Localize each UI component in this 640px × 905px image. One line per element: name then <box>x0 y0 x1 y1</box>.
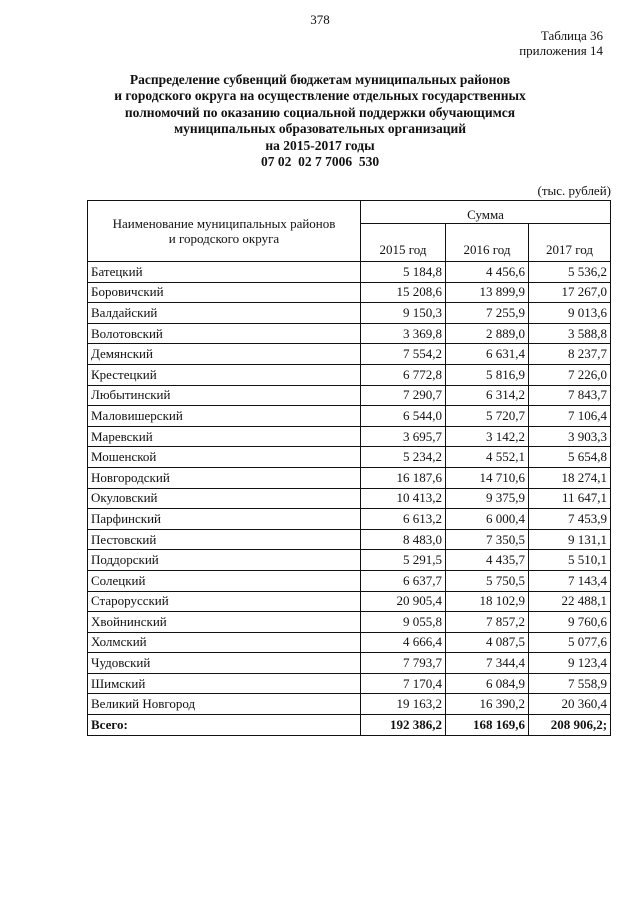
column-header-2017: 2017 год <box>529 224 611 262</box>
document-title <box>0 72 640 170</box>
table-row <box>88 550 611 571</box>
title-line5: на 2015-2017 годы <box>265 137 375 153</box>
value-2016: 7 255,9 <box>446 303 529 324</box>
value-2015: 6 544,0 <box>361 406 446 427</box>
value-2016: 9 375,9 <box>446 488 529 509</box>
table-row <box>88 509 611 530</box>
value-2016: 6 631,4 <box>446 344 529 365</box>
value-2015: 3 369,8 <box>361 323 446 344</box>
value-2016: 7 344,4 <box>446 653 529 674</box>
value-2015: 16 187,6 <box>361 467 446 488</box>
district-name: Мошенской <box>88 447 361 468</box>
table-row <box>88 673 611 694</box>
value-2017: 22 488,1 <box>529 591 611 612</box>
value-2016: 5 720,7 <box>446 406 529 427</box>
column-header-2015: 2015 год <box>361 224 446 262</box>
total-2015: 192 386,2 <box>361 715 446 736</box>
district-name: Великий Новгород <box>88 694 361 715</box>
value-2015: 4 666,4 <box>361 632 446 653</box>
district-name: Старорусский <box>88 591 361 612</box>
value-2016: 6 084,9 <box>446 673 529 694</box>
title-line3: полномочий по оказанию социальной поддержки обучающимся <box>124 104 516 120</box>
value-2015: 3 695,7 <box>361 426 446 447</box>
column-header-name-line2: и городского округа <box>168 231 280 246</box>
value-2015: 9 055,8 <box>361 612 446 633</box>
district-name: Маревский <box>88 426 361 447</box>
value-2017: 9 013,6 <box>529 303 611 324</box>
value-2017: 9 760,6 <box>529 612 611 633</box>
total-label: Всего: <box>88 715 361 736</box>
value-2017: 9 123,4 <box>529 653 611 674</box>
table-row <box>88 323 611 344</box>
district-name: Пестовский <box>88 529 361 550</box>
district-name: Холмский <box>88 632 361 653</box>
district-name: Боровичский <box>88 282 361 303</box>
table-row <box>88 694 611 715</box>
value-2016: 4 456,6 <box>446 262 529 283</box>
value-2016: 14 710,6 <box>446 467 529 488</box>
table-row <box>88 570 611 591</box>
value-2017: 7 226,0 <box>529 364 611 385</box>
value-2015: 5 184,8 <box>361 262 446 283</box>
table-row <box>88 488 611 509</box>
district-name: Окуловский <box>88 488 361 509</box>
district-name: Батецкий <box>88 262 361 283</box>
value-2015: 6 637,7 <box>361 570 446 591</box>
district-name: Любытинский <box>88 385 361 406</box>
value-2016: 4 435,7 <box>446 550 529 571</box>
value-2017: 20 360,4 <box>529 694 611 715</box>
table-row <box>88 364 611 385</box>
value-2017: 7 843,7 <box>529 385 611 406</box>
table-row <box>88 303 611 324</box>
units-label: (тыс. рублей) <box>537 183 611 198</box>
table-row <box>88 344 611 365</box>
value-2015: 7 290,7 <box>361 385 446 406</box>
total-row <box>88 715 611 736</box>
district-name: Шимский <box>88 673 361 694</box>
district-name: Валдайский <box>88 303 361 324</box>
title-line4: муниципальных образовательных организаций <box>173 121 467 137</box>
value-2016: 18 102,9 <box>446 591 529 612</box>
table-reference <box>519 28 603 58</box>
value-2017: 17 267,0 <box>529 282 611 303</box>
value-2017: 8 237,7 <box>529 344 611 365</box>
value-2017: 18 274,1 <box>529 467 611 488</box>
value-2017: 11 647,1 <box>529 488 611 509</box>
district-name: Новгородский <box>88 467 361 488</box>
value-2015: 20 905,4 <box>361 591 446 612</box>
value-2016: 7 857,2 <box>446 612 529 633</box>
table-row <box>88 426 611 447</box>
table-row <box>88 282 611 303</box>
district-name: Хвойнинский <box>88 612 361 633</box>
total-2017: 208 906,2; <box>529 715 611 736</box>
district-name: Парфинский <box>88 509 361 530</box>
value-2017: 7 106,4 <box>529 406 611 427</box>
title-line2: и городского округа на осуществление отдельных государственных <box>114 88 526 104</box>
value-2017: 5 077,6 <box>529 632 611 653</box>
district-name: Демянский <box>88 344 361 365</box>
table-row <box>88 612 611 633</box>
value-2015: 6 613,2 <box>361 509 446 530</box>
value-2016: 7 350,5 <box>446 529 529 550</box>
value-2015: 10 413,2 <box>361 488 446 509</box>
value-2015: 5 234,2 <box>361 447 446 468</box>
district-name: Крестецкий <box>88 364 361 385</box>
value-2017: 5 510,1 <box>529 550 611 571</box>
value-2016: 3 142,2 <box>446 426 529 447</box>
table-row <box>88 632 611 653</box>
title-line6: 07 02 02 7 7006 530 <box>260 154 380 170</box>
value-2015: 19 163,2 <box>361 694 446 715</box>
district-name: Волотовский <box>88 323 361 344</box>
table-row <box>88 406 611 427</box>
value-2016: 13 899,9 <box>446 282 529 303</box>
value-2017: 7 143,4 <box>529 570 611 591</box>
value-2017: 7 558,9 <box>529 673 611 694</box>
value-2017: 3 903,3 <box>529 426 611 447</box>
value-2017: 7 453,9 <box>529 509 611 530</box>
title-line1: Распределение субвенций бюджетам муниципальных районов <box>129 72 511 87</box>
table-row <box>88 385 611 406</box>
value-2015: 9 150,3 <box>361 303 446 324</box>
table-row <box>88 653 611 674</box>
value-2015: 15 208,6 <box>361 282 446 303</box>
page-number: 378 <box>310 12 330 27</box>
value-2015: 7 170,4 <box>361 673 446 694</box>
value-2015: 7 793,7 <box>361 653 446 674</box>
value-2017: 9 131,1 <box>529 529 611 550</box>
district-name: Солецкий <box>88 570 361 591</box>
district-name: Чудовский <box>88 653 361 674</box>
table-row <box>88 529 611 550</box>
value-2016: 4 087,5 <box>446 632 529 653</box>
table-row <box>88 467 611 488</box>
table-row <box>88 447 611 468</box>
district-name: Поддорский <box>88 550 361 571</box>
value-2016: 16 390,2 <box>446 694 529 715</box>
value-2016: 6 314,2 <box>446 385 529 406</box>
value-2017: 5 536,2 <box>529 262 611 283</box>
column-header-name <box>88 201 361 262</box>
value-2016: 4 552,1 <box>446 447 529 468</box>
table-ref-line2: приложения 14 <box>519 43 603 58</box>
value-2016: 5 816,9 <box>446 364 529 385</box>
column-header-name-line1: Наименование муниципальных районов <box>112 216 336 231</box>
value-2016: 5 750,5 <box>446 570 529 591</box>
district-name: Маловишерский <box>88 406 361 427</box>
value-2015: 7 554,2 <box>361 344 446 365</box>
subventions-table <box>87 200 611 736</box>
value-2015: 8 483,0 <box>361 529 446 550</box>
total-2016: 168 169,6 <box>446 715 529 736</box>
column-header-sum: Сумма <box>361 201 611 224</box>
value-2016: 6 000,4 <box>446 509 529 530</box>
table-row <box>88 591 611 612</box>
table-ref-line1: Таблица 36 <box>540 28 603 43</box>
column-header-2016: 2016 год <box>446 224 529 262</box>
value-2016: 2 889,0 <box>446 323 529 344</box>
value-2015: 5 291,5 <box>361 550 446 571</box>
value-2017: 3 588,8 <box>529 323 611 344</box>
value-2017: 5 654,8 <box>529 447 611 468</box>
value-2015: 6 772,8 <box>361 364 446 385</box>
table-row <box>88 262 611 283</box>
